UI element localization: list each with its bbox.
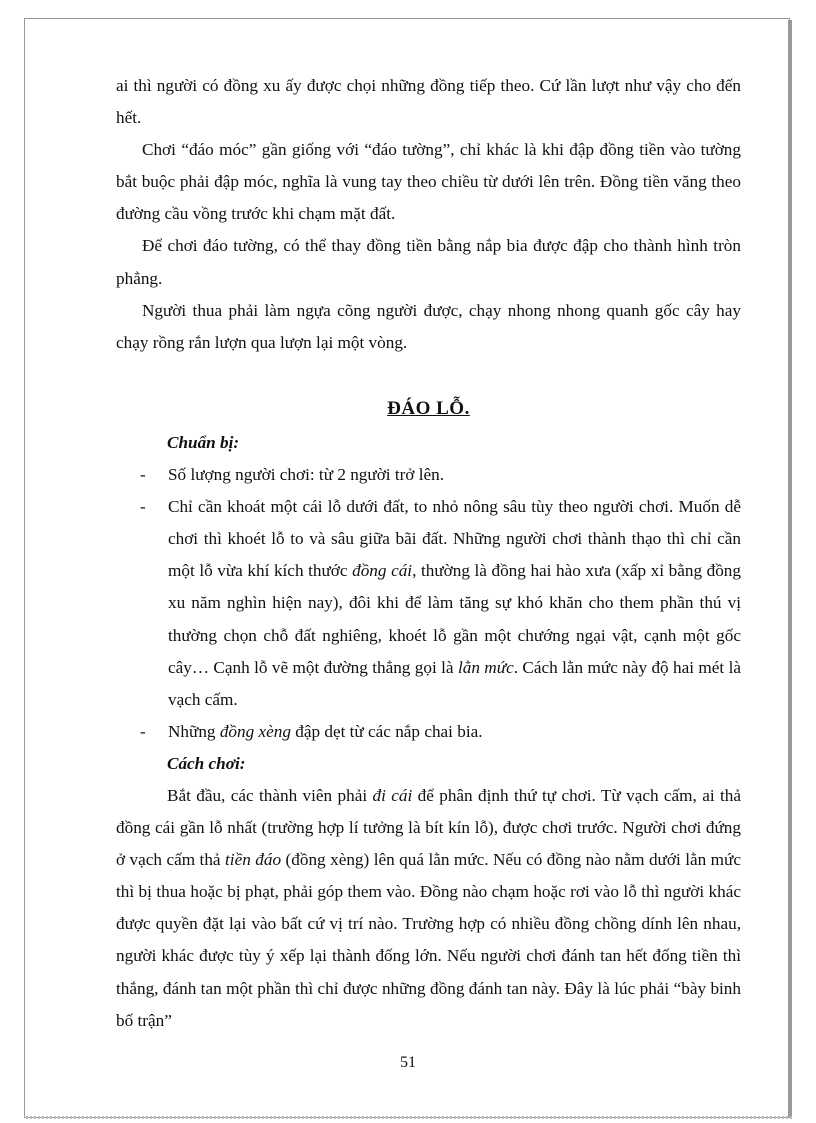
page-number: 51 bbox=[400, 1054, 416, 1071]
text-run: , thường là đồng hai hào xưa (xấp xỉ bằng đồng xu năm nghìn hiện nay), đôi khi để làm tăng sự khó khăn cho them phần thú vị thường chọn chỗ đất nghiêng, khoét lỗ gần một chướng ngại vật, cạnh một gốc cây… Cạnh lỗ vẽ một đường thẳng gọi là bbox=[168, 561, 741, 677]
document-body bbox=[116, 70, 741, 1037]
list-item-tokens bbox=[116, 716, 741, 748]
term-lan-muc: lằn mức bbox=[457, 657, 514, 677]
bullet-dash: - bbox=[140, 465, 146, 485]
bullet-dash: - bbox=[140, 497, 146, 517]
text-run: Những bbox=[168, 721, 220, 741]
page-border-shadow-right bbox=[788, 20, 792, 1118]
paragraph-loser-penalty: Người thua phải làm ngựa cõng người được, chạy nhong nhong quanh gốc cây hay chạy rồng rắn lượn qua lượn lại một vòng. bbox=[116, 300, 741, 352]
page-border-shadow-bottom bbox=[26, 1116, 792, 1119]
text-run: đập dẹt từ các nắp chai bia. bbox=[290, 721, 483, 741]
heading-preparation: Chuẩn bị: bbox=[167, 432, 240, 452]
text-run: Bắt đầu, các thành viên phải bbox=[167, 785, 373, 805]
paragraph-dao-moc: Chơi “đáo móc” gần giống với “đáo tường”, chỉ khác là khi đập đồng tiền vào tường bắt buộc phải đập móc, nghĩa là vung tay theo chiều từ dưới lên trên. Đồng tiền văng theo đường cầu vồng trước khi chạm mặt đất. bbox=[116, 140, 741, 224]
list-item-players bbox=[116, 459, 741, 491]
list-item-hole bbox=[116, 491, 741, 716]
text-run: . Cách lằn mức này độ hai mét là vạch cấm. bbox=[168, 657, 741, 709]
paragraph-bottle-cap: Để chơi đáo tường, có thể thay đồng tiền bằng nắp bia được đập cho thành hình tròn phẳng. bbox=[116, 236, 741, 288]
bullet-dash: - bbox=[140, 721, 146, 741]
list-item-text bbox=[168, 716, 741, 748]
spacer bbox=[116, 359, 741, 385]
text-run: Chỉ cần khoát một cái lỗ dưới đất, to nhỏ nông sâu tùy theo người chơi. Muốn dễ chơi thì khoét lỗ to và sâu giữa bãi đất. Những người chơi thành thạo thì chỉ cần một lỗ vừa khí kích thước bbox=[168, 497, 741, 581]
heading-how-to-play: Cách chơi: bbox=[167, 753, 246, 773]
section-title: ĐÁO LỖ. bbox=[387, 397, 470, 419]
paragraph-rules bbox=[116, 780, 741, 1037]
text-run: để phân định thứ tự chơi. Từ vạch cấm, ai thả đồng cái gần lỗ nhất (trường hợp lí tưởng là bít kín lỗ), được chơi trước. Người chơi đứng ở vạch cấm thả bbox=[116, 785, 741, 870]
text-run: (đồng xèng) lên quá lằn mức. Nếu có đồng nào nằm dưới lằn mức thì bị thua hoặc bị phạt, phải góp them vào. Đồng nào chạm hoặc rơi vào lỗ thì người khác được quyền đặt lại vào bất cứ vị trí nào. Trường hợp có nhiều đồng chồng dính lên nhau, người khác được tùy ý xếp lại thành đống lớn. Nếu người chơi đánh tan hết đống tiền thì thắng, đánh tan một phần thì chỉ được những đồng đánh tan này. Đây là lúc phải “bày binh bố trận” bbox=[116, 850, 741, 1030]
list-item-text: Số lượng người chơi: từ 2 người trở lên. bbox=[168, 465, 445, 485]
paragraph-continued: ai thì người có đồng xu ấy được chọi những đồng tiếp theo. Cứ lần lượt như vậy cho đến hết. bbox=[116, 76, 741, 128]
term-dong-xeng: đồng xèng bbox=[219, 721, 291, 741]
term-di-cai: đi cái bbox=[372, 785, 413, 805]
list-item-text bbox=[168, 491, 741, 716]
term-dong-cai: đồng cái bbox=[352, 561, 413, 581]
term-tien-dao: tiền đáo bbox=[225, 850, 282, 870]
